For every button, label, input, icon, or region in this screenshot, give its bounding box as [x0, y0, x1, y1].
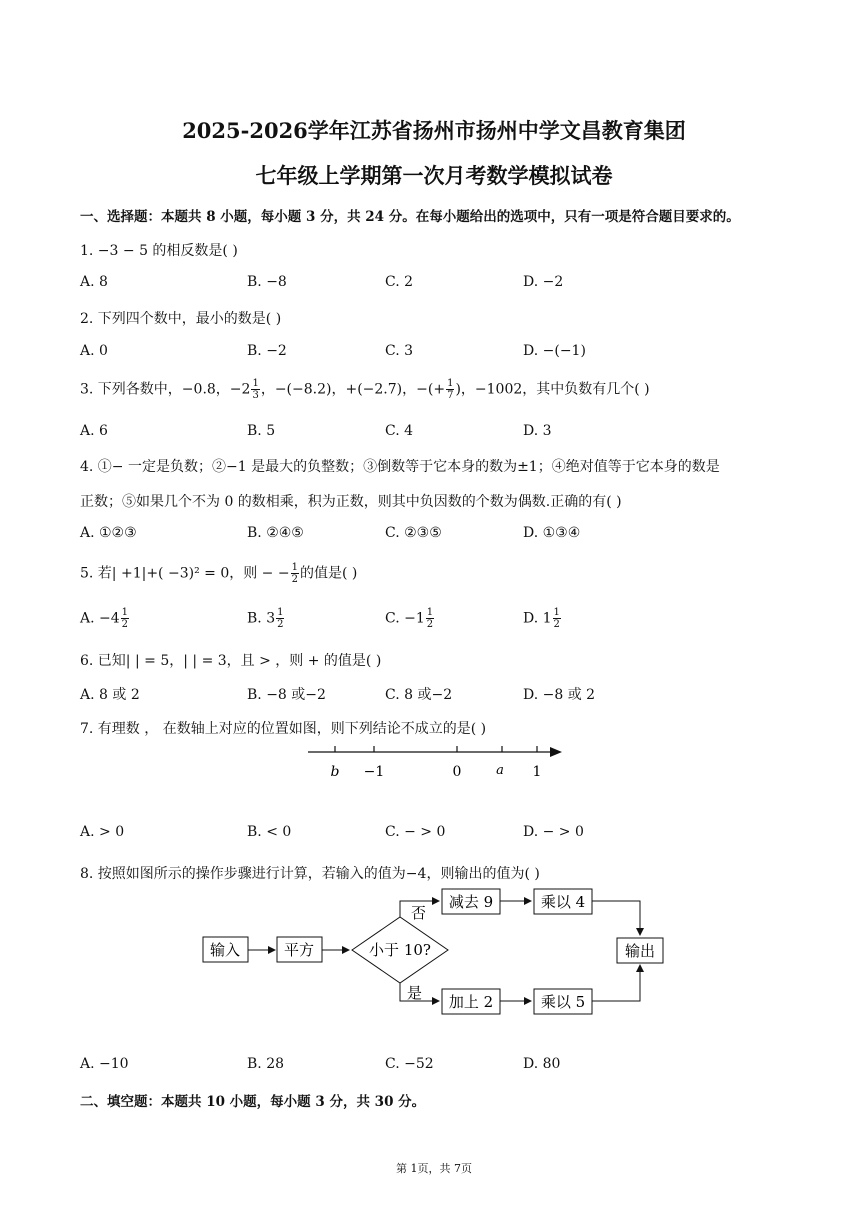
label-b: b	[330, 764, 340, 780]
q5-option-c-fraction	[426, 607, 434, 630]
flow-times4-label: 乘以 4	[540, 893, 586, 911]
q5-option-d-fraction	[553, 607, 561, 630]
page-title-line1: 2025-2026学年江苏省扬州市扬州中学文昌教育集团	[182, 118, 686, 143]
q7-option-c: C. − > 0	[385, 824, 446, 840]
flow-yes-label: 是	[407, 984, 423, 1002]
q5-option-c-den: 2	[426, 619, 434, 630]
question-3-stem	[80, 378, 650, 401]
q2-option-a: A. 0	[80, 343, 108, 359]
question-5-stem	[80, 562, 357, 585]
q6-option-c: C. 8 或−2	[385, 687, 453, 703]
flow-no-label: 否	[411, 904, 427, 922]
flow-output-label: 输出	[624, 942, 656, 960]
q3-stem-part-b: ，−(−8.2)，+(−2.7)，−(+	[260, 381, 446, 398]
q4-option-a: A. ①②③	[80, 525, 137, 541]
q5-option-b-fraction	[276, 607, 284, 630]
q3-frac1-den: 3	[252, 390, 259, 401]
q5-option-c	[385, 607, 435, 630]
question-4-line1: 4. ①− 一定是负数；②−1 是最大的负整数；③倒数等于它本身的数为±1；④绝对值等于它本身的数是	[80, 459, 720, 475]
q3-frac1-num: 1	[252, 378, 259, 389]
q6-option-b: B. −8 或−2	[247, 687, 326, 703]
flow-square-label: 平方	[283, 941, 315, 959]
q5-stem-part-b: 的值是( )	[299, 565, 358, 582]
q7-option-a: A. > 0	[80, 824, 125, 840]
q3-fraction-1	[251, 378, 259, 401]
q7-option-b: B. < 0	[247, 824, 292, 840]
page-footer: 第 1页，共 7页	[396, 1162, 472, 1175]
q5-option-b-prefix: B. 3	[247, 610, 276, 627]
q8-option-d: D. 80	[523, 1056, 561, 1072]
flowchart	[195, 880, 675, 1020]
q3-option-c: C. 4	[385, 423, 414, 439]
question-6-stem: 6. 已知| | = 5，| | = 3，且 > ，则 + 的值是( )	[80, 653, 382, 669]
number-line	[300, 738, 570, 783]
question-1-stem: 1. −3 − 5 的相反数是( )	[80, 243, 238, 259]
q5-option-c-num: 1	[426, 607, 434, 618]
q5-stem-part-a: 5. 若| +1|+( −3)² = 0，则 − −	[80, 565, 290, 582]
flow-plus2-label: 加上 2	[448, 993, 494, 1011]
flow-minus9-label: 减去 9	[448, 893, 494, 911]
flow-times5-label: 乘以 5	[540, 993, 586, 1011]
q3-stem-part-a: 3. 下列各数中，−0.8，−2	[80, 381, 251, 398]
section2-heading: 二、填空题：本题共 10 小题，每小题 3 分，共 30 分。	[80, 1094, 426, 1110]
q4-option-b: B. ②④⑤	[247, 525, 304, 541]
q5-option-b-den: 2	[277, 619, 284, 630]
flow-input-label: 输入	[209, 941, 241, 959]
q5-option-d-num: 1	[553, 607, 560, 618]
q3-fraction-2	[446, 378, 454, 401]
label-0: 0	[452, 764, 462, 780]
q5-option-d-prefix: D. 1	[523, 610, 552, 627]
q4-option-c: C. ②③⑤	[385, 525, 442, 541]
question-2-stem: 2. 下列四个数中，最小的数是( )	[80, 311, 282, 327]
q8-option-b: B. 28	[247, 1056, 285, 1072]
q3-option-b: B. 5	[247, 423, 276, 439]
section1-heading: 一、选择题：本题共 8 小题，每小题 3 分，共 24 分。在每小题给出的选项中，只有一项是符合题目要求的。	[80, 209, 740, 225]
q5-option-d-den: 2	[553, 619, 560, 630]
label-a: a	[496, 763, 504, 778]
q5-option-a-den: 2	[121, 619, 129, 630]
q5-frac-den: 2	[291, 574, 298, 585]
q2-option-b: B. −2	[247, 343, 287, 359]
question-7-stem: 7. 有理数 ， 在数轴上对应的位置如图，则下列结论不成立的是( )	[80, 721, 487, 737]
q1-option-a: A. 8	[80, 274, 108, 290]
q3-option-a: A. 6	[80, 423, 108, 439]
label-minus1: −1	[363, 764, 385, 780]
q8-option-c: C. −52	[385, 1056, 434, 1072]
q5-option-a	[80, 607, 130, 630]
flow-arrow-4	[592, 901, 640, 935]
q6-option-d: D. −8 或 2	[523, 687, 596, 703]
page-title-line2: 七年级上学期第一次月考数学模拟试卷	[255, 163, 613, 188]
q3-option-d: D. 3	[523, 423, 552, 439]
q7-option-d: D. − > 0	[523, 824, 584, 840]
q4-option-d: D. ①③④	[523, 525, 581, 541]
q3-frac2-den: 7	[447, 390, 454, 401]
q5-option-d	[523, 607, 562, 630]
label-1: 1	[532, 764, 542, 780]
q3-stem-part-c: )，−1002，其中负数有几个( )	[455, 381, 650, 398]
q2-option-c: C. 3	[385, 343, 414, 359]
flow-arrow-6	[592, 965, 640, 1001]
q5-option-a-prefix: A. −4	[80, 610, 120, 627]
question-8-stem: 8. 按照如图所示的操作步骤进行计算，若输入的值为−4，则输出的值为( )	[80, 866, 540, 882]
q5-option-a-fraction	[121, 607, 129, 630]
q5-frac-num: 1	[291, 562, 298, 573]
q5-option-a-num: 1	[121, 607, 129, 618]
q5-fraction	[291, 562, 299, 585]
q5-option-b-num: 1	[277, 607, 284, 618]
q5-option-b	[247, 607, 285, 630]
flow-condition-label: 小于 10?	[369, 941, 431, 959]
q1-option-c: C. 2	[385, 274, 414, 290]
q8-option-a: A. −10	[80, 1056, 129, 1072]
question-4-line2: 正数；⑤如果几个不为 0 的数相乘，积为正数，则其中负因数的个数为偶数.正确的有( )	[80, 494, 622, 510]
q5-option-c-prefix: C. −1	[385, 610, 425, 627]
q1-option-d: D. −2	[523, 274, 564, 290]
q1-option-b: B. −8	[247, 274, 287, 290]
q6-option-a: A. 8 或 2	[80, 687, 140, 703]
q3-frac2-num: 1	[447, 378, 454, 389]
number-line-arrow	[550, 747, 562, 757]
q2-option-d: D. −(−1)	[523, 343, 586, 359]
